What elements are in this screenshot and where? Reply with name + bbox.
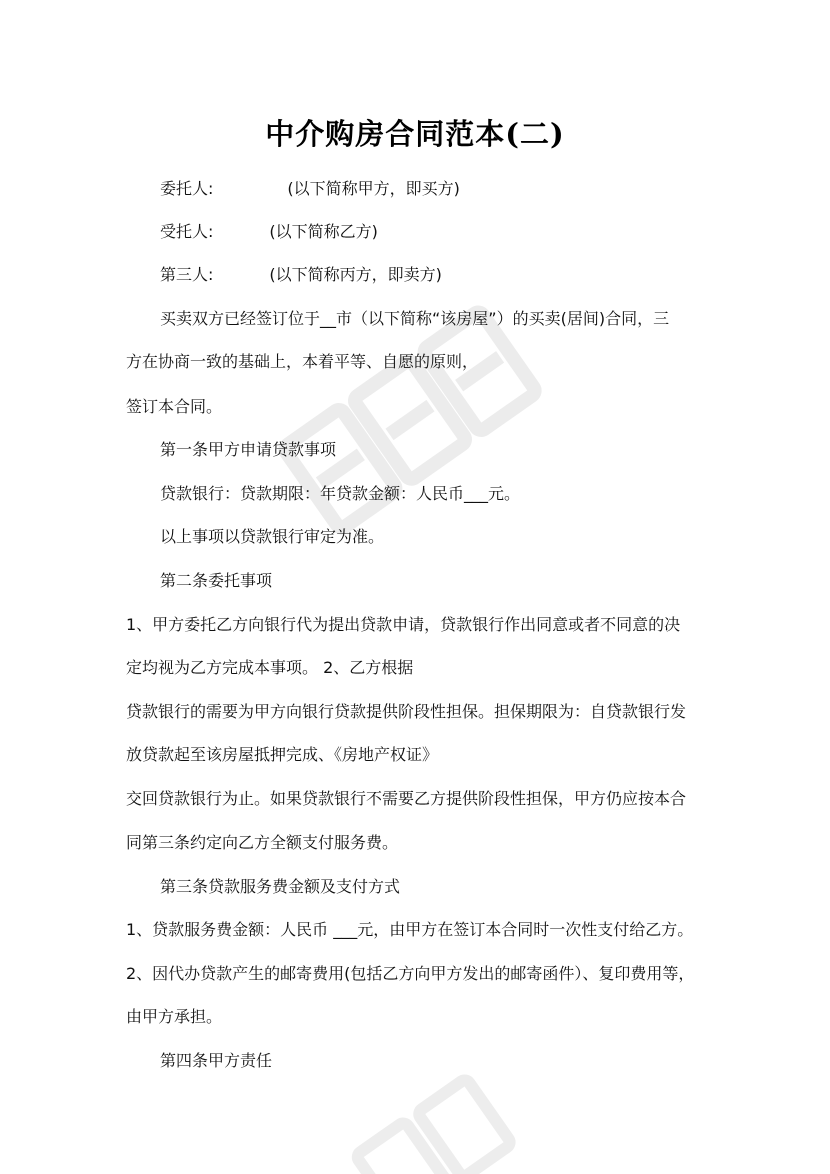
client-line (160, 178, 460, 200)
document-title: 中介购房合同范本(二) (265, 117, 565, 151)
article-2-title: 第二条委托事项 (160, 571, 273, 590)
article-1-title: 第一条甲方申请贷款事项 (160, 440, 337, 459)
intro-line-3: 签订本合同。 (126, 397, 223, 416)
article-3-line-3: 由甲方承担。 (126, 1007, 223, 1026)
article-1-paragraph-2: 以上事项以贷款银行审定为准。 (160, 527, 385, 546)
agent-line (160, 221, 378, 243)
article-2-line-2: 定均视为乙方完成本事项。 2、乙方根据 (126, 658, 414, 677)
client-label: 委托人: (160, 179, 214, 198)
client-note: (以下简称甲方，即买方) (287, 179, 460, 198)
agent-label: 受托人: (160, 222, 214, 241)
intro-line-2: 方在协商一致的基础上，本着平等、自愿的原则， (126, 352, 479, 371)
third-party-line (160, 264, 442, 286)
intro-line-1: 买卖双方已经签订位于__市（以下简称“该房屋”）的买卖(居间)合同，三 (160, 309, 670, 328)
article-2-line-1: 1、甲方委托乙方向银行代为提出贷款申请，贷款银行作出同意或者不同意的决 (126, 615, 681, 634)
watermark-seal-bottom (330, 1040, 530, 1174)
third-party-note: (以下简称丙方，即卖方) (269, 265, 442, 284)
article-3-title: 第三条贷款服务费金额及支付方式 (160, 877, 401, 896)
article-4-title: 第四条甲方责任 (160, 1051, 273, 1070)
agent-note: (以下简称乙方) (269, 222, 378, 241)
article-3-line-2: 2、因代办贷款产生的邮寄费用(包括乙方向甲方发出的邮寄函件）、复印费用等， (126, 964, 695, 983)
third-party-label: 第三人: (160, 265, 214, 284)
article-2-line-4: 放贷款起至该房屋抵押完成、《房地产权证》 (126, 745, 439, 764)
article-2-line-5: 交回贷款银行为止。如果贷款银行不需要乙方提供阶段性担保，甲方仍应按本合 (126, 789, 687, 808)
article-2-line-6: 同第三条约定向乙方全额支付服务费。 (126, 833, 399, 852)
article-3-line-1: 1、贷款服务费金额：人民币 ___元，由甲方在签订本合同时一次性支付给乙方。 (126, 920, 694, 939)
article-1-paragraph-1: 贷款银行：贷款期限：年贷款金额：人民币___元。 (160, 484, 521, 503)
article-2-line-3: 贷款银行的需要为甲方向银行贷款提供阶段性担保。担保期限为：自贷款银行发 (126, 702, 687, 721)
